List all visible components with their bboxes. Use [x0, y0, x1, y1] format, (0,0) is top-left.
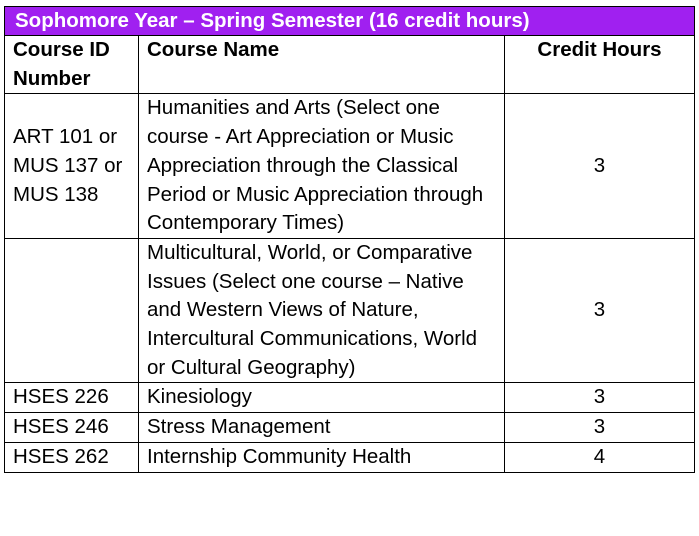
table-row [5, 383, 695, 413]
course-id-cell [5, 238, 139, 383]
course-id-cell: ART 101 or MUS 137 or MUS 138 [5, 94, 139, 239]
table-row [5, 94, 695, 239]
credit-hours-cell: 3 [505, 238, 695, 383]
course-table [4, 6, 695, 473]
table-row [5, 238, 695, 383]
course-id-cell: HSES 226 [5, 383, 139, 413]
table-title-row [5, 7, 695, 36]
course-name-cell: Internship Community Health [139, 442, 505, 472]
course-name-cell: Multicultural, World, or Comparative Issues (Select one course – Native and Western Views of Nature, Intercultural Communications, World or Cultural Geography) [139, 238, 505, 383]
table-header-row [5, 36, 695, 94]
header-course-name: Course Name [139, 36, 505, 94]
credit-hours-cell: 3 [505, 383, 695, 413]
course-name-cell: Humanities and Arts (Select one course - Art Appreciation or Music Appreciation through the Classical Period or Music Appreciation through Contemporary Times) [139, 94, 505, 239]
credit-hours-cell: 3 [505, 413, 695, 443]
credit-hours-cell: 4 [505, 442, 695, 472]
header-credit-hours: Credit Hours [505, 36, 695, 94]
course-id-cell: HSES 246 [5, 413, 139, 443]
header-course-id: Course ID Number [5, 36, 139, 94]
course-name-cell: Kinesiology [139, 383, 505, 413]
credit-hours-cell: 3 [505, 94, 695, 239]
semester-title: Sophomore Year – Spring Semester (16 credit hours) [5, 7, 695, 36]
table-row [5, 442, 695, 472]
table-row [5, 413, 695, 443]
course-name-cell: Stress Management [139, 413, 505, 443]
course-table-container [4, 6, 694, 473]
course-id-cell: HSES 262 [5, 442, 139, 472]
